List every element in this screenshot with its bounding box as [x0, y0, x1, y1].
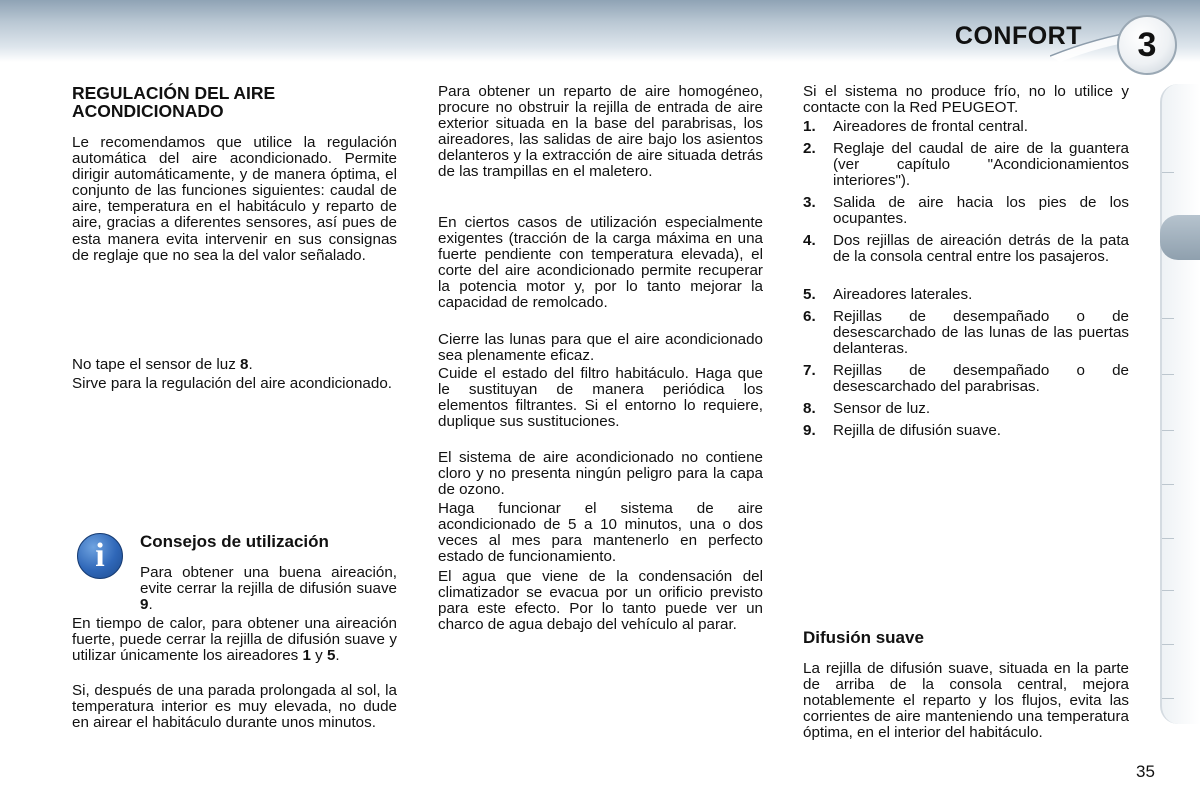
warning-paragraph: Si el sistema no produce frío, no lo utilice y contacte con la Red PEUGEOT.: [803, 83, 1129, 117]
list-item-number: 5.: [803, 286, 816, 303]
list-item: [803, 233, 1129, 265]
text-fragment: y: [310, 647, 327, 665]
tab-divider: [1162, 318, 1174, 319]
tab-divider: [1162, 590, 1174, 591]
list-item: [803, 119, 1129, 135]
list-item: [803, 309, 1129, 358]
list-item-text: Reglaje del caudal de aire de la guantera (ver capítulo "Acondicionamientos interiores").: [833, 140, 1129, 190]
tab-divider: [1162, 698, 1174, 699]
tips-heading: Consejos de utilización: [140, 532, 329, 551]
advice-paragraph: El sistema de aire acondicionado no contiene cloro y no presenta ningún peligro para la capa de ozono.: [438, 449, 763, 499]
chapter-number-badge: 3: [1117, 15, 1177, 75]
list-item: [803, 287, 1129, 303]
list-item-text: Rejilla de difusión suave.: [833, 422, 1002, 439]
list-item-text: Dos rejillas de aireación detrás de la pata de la consola central entre los pasajeros.: [833, 232, 1129, 266]
text-fragment: .: [335, 647, 340, 665]
advice-paragraph: Cierre las lunas para que el aire acondicionado sea plenamente eficaz.: [438, 331, 763, 365]
list-item: [803, 401, 1129, 417]
advice-paragraph: Haga funcionar el sistema de aire acondicionado de 5 a 10 minutos, una o dos veces al mes para mantenerlo en perfecto estado de funcionamiento.: [438, 500, 763, 566]
page-number: 35: [1136, 762, 1155, 781]
tip-paragraph: [140, 565, 397, 613]
difusion-paragraph: La rejilla de difusión suave, situada en la parte de arriba de la consola central, mejora notablemente el reparto y los flujos, evita las corrientes de aire manteniendo una temperatura óptima, en el interior del habitáculo.: [803, 660, 1129, 742]
section-title: CONFORT: [954, 22, 1082, 50]
tab-divider: [1162, 430, 1174, 431]
info-icon: i: [77, 533, 123, 579]
section-heading-line: ACONDICIONADO: [72, 101, 224, 121]
list-item: [803, 363, 1129, 395]
chapter-tab-strip: [1160, 84, 1200, 724]
tab-divider: [1162, 374, 1174, 375]
list-item-number: 9.: [803, 422, 816, 439]
sensor-warning: [72, 357, 397, 373]
list-item-text: Aireadores laterales.: [833, 286, 973, 303]
list-item-number: 3.: [803, 194, 816, 211]
list-item: [803, 141, 1129, 190]
text-fragment: Para obtener una buena aireación, evite cerrar la rejilla de difusión suave: [140, 564, 397, 598]
advice-paragraph: Cuide el estado del filtro habitáculo. Haga que le sustituyan de manera periódica los elementos filtrantes. Si el entorno lo requiere, duplique sus sustituciones.: [438, 365, 763, 431]
text-fragment: No tape el sensor de luz: [72, 356, 241, 373]
list-item-number: 8.: [803, 400, 816, 417]
text-fragment: .: [248, 356, 253, 373]
tab-divider: [1162, 172, 1174, 173]
list-item-number: 1.: [803, 118, 816, 135]
tip-paragraph: [72, 616, 397, 664]
list-item-text: Salida de aire hacia los pies de los ocupantes.: [833, 194, 1129, 228]
list-item-text: Aireadores de frontal central.: [833, 118, 1029, 135]
list-item: [803, 195, 1129, 227]
list-item-text: Rejillas de desempañado o de desescarchado del parabrisas.: [833, 362, 1129, 396]
text-fragment: En tiempo de calor, para obtener una aireación fuerte, puede cerrar la rejilla de difusión suave y utilizar únicamente los aireadores: [72, 615, 397, 665]
list-item-number: 7.: [803, 362, 816, 379]
difusion-heading: Difusión suave: [803, 628, 924, 647]
section-heading-line: REGULACIÓN DEL AIRE: [72, 83, 276, 103]
reference-number: 8: [240, 356, 249, 373]
reference-number: 9: [140, 596, 149, 614]
reference-number: 5: [326, 647, 336, 665]
tab-divider: [1162, 484, 1174, 485]
list-item: [803, 423, 1129, 439]
list-item-text: Rejillas de desempañado o de desescarchado de las lunas de las puertas delanteras.: [833, 308, 1129, 358]
intro-paragraph: Le recomendamos que utilice la regulación automática del aire acondicionado. Permite dirigir automáticamente, y de manera óptima, el conjunto de las funciones siguientes: caudal de aire, temperatura en el habitáculo y reparto de aire, gracias a diferentes sensores, así pues de esta manera evita intervenir en sus consignas de reglaje que no sea la del valor señalado.: [72, 134, 397, 264]
tab-divider: [1162, 538, 1174, 539]
section-heading: [72, 84, 402, 120]
sensor-use-paragraph: Sirve para la regulación del aire acondicionado.: [72, 375, 392, 392]
list-item-number: 2.: [803, 140, 816, 157]
list-item-number: 4.: [803, 232, 816, 249]
tip-paragraph: Si, después de una parada prolongada al sol, la temperatura interior es muy elevada, no dude en airear el habitáculo durante unos minutos.: [72, 682, 397, 732]
active-chapter-tab: [1160, 215, 1200, 260]
advice-paragraph: Para obtener un reparto de aire homogéneo, procure no obstruir la rejilla de entrada de aire exterior situada en la base del parabrisas, los aireadores, las salidas de aire bajo los asientos delanteros y la extracción de aire situada detrás de las trampillas en el maletero.: [438, 83, 763, 181]
reference-number: 1: [302, 647, 311, 665]
text-fragment: .: [148, 596, 153, 614]
advice-paragraph: En ciertos casos de utilización especialmente exigentes (tracción de la carga máxima en una fuerte pendiente con temperatura elevada), el corte del aire acondicionado permite recuperar la potencia motor y, por lo tanto mejorar la capacidad de remolcado.: [438, 214, 763, 312]
tab-divider: [1162, 644, 1174, 645]
advice-paragraph: El agua que viene de la condensación del climatizador se evacua por un orificio previsto para este efecto. Por lo tanto puede ver un charco de agua debajo del vehículo al parar.: [438, 568, 763, 634]
list-item-number: 6.: [803, 308, 816, 325]
list-item-text: Sensor de luz.: [833, 400, 931, 417]
